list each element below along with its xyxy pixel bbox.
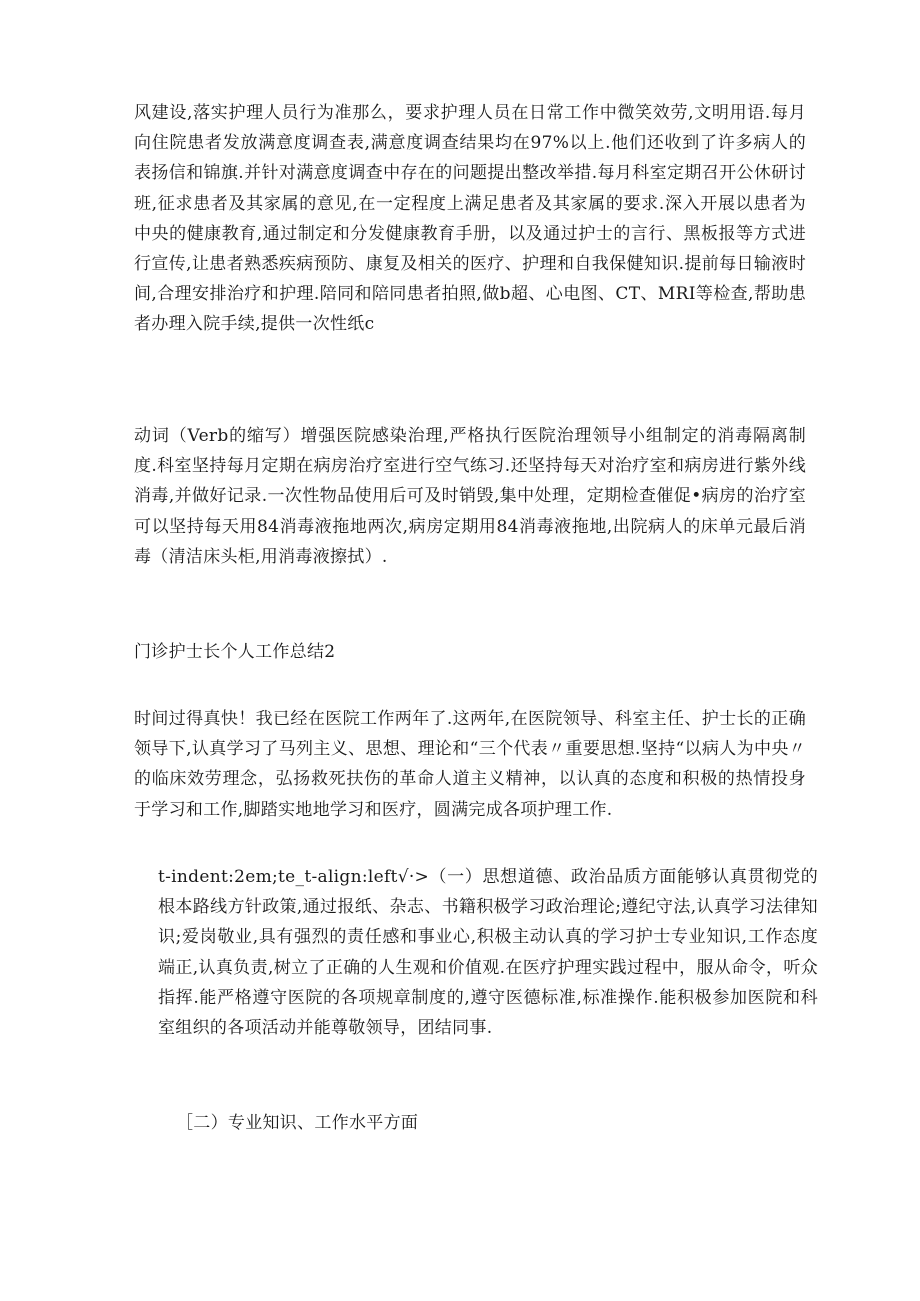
paragraph-intro: 时间过得真快！我已经在医院工作两年了.这两年,在医院领导、科室主任、护士长的正确领导下,认真学习了马列主义、思想、理论和“三个代表〃重要思想.坚持“以病人为中央〃的临床效劳理念，弘扬救死扶伤的革命人道主义精神，以认真的态度和积极的热情投身于学习和工作,脚踏实地地学习和医疗，圆满完成各项护理工作. xyxy=(134,709,806,820)
sub-heading-professional: ［二）专业知识、工作水平方面 xyxy=(176,1113,419,1133)
section-heading: 门诊护士长个人工作总结2 xyxy=(134,642,336,662)
paragraph-nursing-service: 风建设,落实护理人员行为准那么，要求护理人员在日常工作中微笑效劳,文明用语.每月向住院患者发放满意度调查表,满意度调查结果均在97%以上.他们还收到了许多病人的表扬信和锦旗.并针对满意度调查中存在的问题提出整改举措.每月科室定期召开公休研讨班,征求患者及其家属的意见,在一定程度上满足患者及其家属的要求.深入开展以患者为中央的健康教育,通过制定和分发健康教育手册，以及通过护士的言行、黑板报等方式进行宣传,让患者熟悉疾病预防、康复及相关的医疗、护理和自我保健知识.提前每日输液时间,合理安排治疗和护理.陪同和陪同患者拍照,做b超、心电图、CT、MRI等检查,帮助患者办理入院手续,提供一次性纸c xyxy=(134,103,806,335)
paragraph-infection-control: 动词（Verb的缩写）增强医院感染治理,严格执行医院治理领导小组制定的消毒隔离制度.科室坚持每月定期在病房治疗室进行空气练习.还坚持每天对治疗室和病房进行紫外线消毒,并做好记录.一次性物品使用后可及时销毁,集中处理，定期检查催促•病房的治疗室可以坚持每天用84消毒液拖地两次,病房定期用84消毒液拖地,出院病人的床单元最后消毒（清洁床头柜,用消毒液擦拭）. xyxy=(134,426,806,567)
paragraph-ideology: t-indent:2em;te_t-align:left√·>（一）思想道德、政治品质方面能够认真贯彻党的根本路线方针政策,通过报纸、杂志、书籍积极学习政治理论;遵纪守法,认真学习法律知识;爱岗敬业,具有强烈的责任感和事业心,积极主动认真的学习护士专业知识,工作态度端正,认真负责,树立了正确的人生观和价值观.在医疗护理实践过程中，服从命令，听众指挥.能严格遵守医院的各项规章制度的,遵守医德标准,标准操作.能积极参加医院和科室组织的各项活动并能尊敬领导，团结同事. xyxy=(158,867,818,1039)
